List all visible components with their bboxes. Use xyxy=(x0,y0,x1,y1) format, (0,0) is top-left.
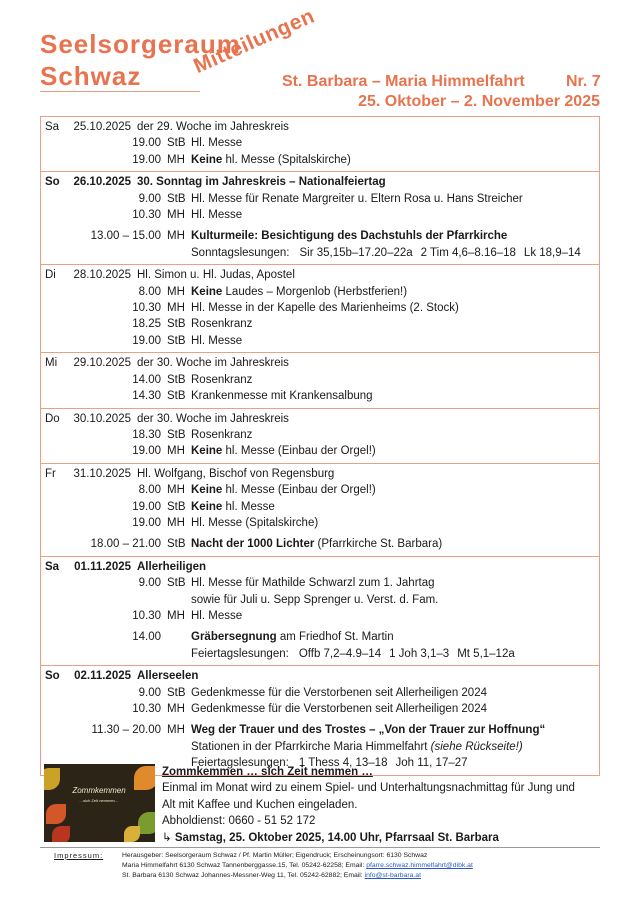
day-description: Allerheiligen xyxy=(137,560,207,573)
item-text-plain: Rosenkranz xyxy=(191,318,253,331)
brand-title-line2: Schwaz xyxy=(40,61,142,91)
schedule-item xyxy=(41,722,599,738)
item-text-plain: Hl. Messe xyxy=(191,334,243,347)
time: 10.30 xyxy=(132,703,161,715)
location: MH xyxy=(167,724,185,737)
promo-event-date: ↳ Samstag, 25. Oktober 2025, 14.00 Uhr, Pfarrsaal St. Barbara xyxy=(162,831,499,844)
item-text-bold: Gräbersegnung xyxy=(191,631,277,644)
item-text xyxy=(191,443,599,459)
time: 18.25 xyxy=(132,318,161,331)
item-text-plain: Hl. Messe xyxy=(191,137,243,150)
date: 28.10.2025 xyxy=(73,269,131,282)
email-link-barbara[interactable]: info@st-barbara.at xyxy=(364,872,421,879)
date: 29.10.2025 xyxy=(73,357,131,370)
date: 02.11.2025 xyxy=(74,670,131,683)
day-description: der 30. Woche im Jahreskreis xyxy=(137,357,289,370)
item-text-bold: Nacht der 1000 Lichter xyxy=(191,538,315,551)
item-text-plain: Rosenkranz xyxy=(191,428,253,441)
time: 14.00 xyxy=(132,631,161,644)
promo-image-card: Zommkemmen …sich Zeit nemmen… xyxy=(72,786,126,803)
location: MH xyxy=(167,230,185,243)
item-text-bold: Keine xyxy=(191,153,223,166)
item-text xyxy=(191,135,599,151)
schedule-item xyxy=(41,701,599,717)
time: 18.30 xyxy=(132,428,161,441)
location: MH xyxy=(167,445,185,458)
promo-title: Zommkemmen … sich Zeit nemmen … xyxy=(162,766,373,778)
item-text-plain: hl. Messe (Einbau der Orgel!) xyxy=(222,445,376,458)
day-description: Allerseelen xyxy=(137,670,199,683)
reading: 2 Tim 4,6–8.16–18 xyxy=(420,246,516,259)
brand-title-line1: Seelsorgeraum xyxy=(40,29,241,59)
item-text-line2: Stationen in der Pfarrkirche Maria Himmelfahrt xyxy=(191,740,431,753)
location: StB xyxy=(167,577,186,590)
time: 10.30 xyxy=(132,209,161,222)
location: StB xyxy=(167,373,186,386)
item-text-plain: (Pfarrkirche St. Barbara) xyxy=(314,538,443,551)
day-description: Hl. Simon u. Hl. Judas, Apostel xyxy=(137,269,295,282)
weekday: Fr xyxy=(45,467,56,480)
item-text-plain: Hl. Messe für Mathilde Schwarzl zum 1. Jahrtag xyxy=(191,577,435,590)
item-text-plain: Gedenkmesse für die Verstorbenen seit Allerheiligen 2024 xyxy=(191,686,487,699)
day-block xyxy=(41,117,599,172)
schedule-item xyxy=(41,191,599,207)
item-text xyxy=(191,316,599,332)
item-text-italic: (siehe Rückseite!) xyxy=(430,740,523,753)
schedule-item xyxy=(41,316,599,332)
day-header xyxy=(41,174,599,190)
promo-image xyxy=(44,764,155,842)
item-text-bold: Kulturmeile: Besichtigung des Dachstuhls der Pfarrkirche xyxy=(191,230,508,243)
location: StB xyxy=(167,137,186,150)
item-text-plain: Rosenkranz xyxy=(191,373,253,386)
promo-line1: Einmal im Monat wird zu einem Spiel- und Unterhaltungsnachmittag für Jung und xyxy=(162,782,575,795)
readings-label: Feiertagslesungen: xyxy=(191,647,289,660)
location: StB xyxy=(167,334,186,347)
schedule-item-continued xyxy=(41,592,599,608)
item-text-plain: Krankenmesse mit Krankensalbung xyxy=(191,390,373,403)
item-text-bold: Weg der Trauer und des Trostes – „Von der Trauer zur Hoffnung“ xyxy=(191,724,546,737)
readings xyxy=(41,646,599,662)
day-header xyxy=(41,466,599,482)
date: 31.10.2025 xyxy=(73,467,131,480)
weekday: Mi xyxy=(45,357,58,370)
item-text xyxy=(191,284,599,300)
item-text-continued xyxy=(191,739,599,755)
reading: Lk 18,9–14 xyxy=(523,246,581,259)
item-text xyxy=(191,515,599,531)
item-text xyxy=(191,499,599,515)
item-text-plain: Hl. Messe (Spitalskirche) xyxy=(191,516,319,529)
item-text xyxy=(191,191,599,207)
arrow-icon: ↳ xyxy=(162,831,172,844)
item-text xyxy=(191,152,599,168)
location: MH xyxy=(167,516,185,529)
schedule-item xyxy=(41,608,599,624)
schedule-item xyxy=(41,300,599,316)
day-header xyxy=(41,668,599,684)
item-text xyxy=(191,685,599,701)
day-description: der 29. Woche im Jahreskreis xyxy=(137,121,289,133)
item-text xyxy=(191,228,599,244)
email-link-himmelfahrt[interactable]: pfarre.schwaz.himmelfahrt@dibk.at xyxy=(366,862,473,869)
item-text-plain: Hl. Messe xyxy=(191,609,243,622)
impressum xyxy=(40,847,600,879)
time: 14.30 xyxy=(132,390,161,403)
item-text xyxy=(191,333,599,349)
item-text-bold: Keine xyxy=(191,285,223,298)
promo-text xyxy=(162,764,602,846)
weekday: Sa xyxy=(45,560,60,573)
item-text-continued xyxy=(191,592,599,608)
item-text xyxy=(191,482,599,498)
day-header xyxy=(41,355,599,371)
reading: Joh 11, 17–27 xyxy=(395,757,468,770)
item-text xyxy=(191,388,599,404)
item-text xyxy=(191,575,599,591)
readings-text xyxy=(191,245,599,261)
weekday: Di xyxy=(45,269,56,282)
time: 9.00 xyxy=(138,686,161,699)
time: 10.30 xyxy=(132,609,161,622)
schedule-item xyxy=(41,388,599,404)
time: 19.00 xyxy=(132,516,161,529)
time: 19.00 xyxy=(132,153,161,166)
item-text-plain: hl. Messe (Spitalskirche) xyxy=(222,153,351,166)
impressum-line1: Herausgeber: Seelsorgeraum Schwaz / Pf. Martin Müller; Eigendruck; Erscheinungsort: 6130 Schwaz xyxy=(122,852,428,859)
weekday: So xyxy=(45,670,60,683)
item-text-bold: Keine xyxy=(191,445,223,458)
promo-phone: Abholdienst: 0660 - 51 52 172 xyxy=(162,815,316,828)
item-text xyxy=(191,427,599,443)
impressum-label: Impressum: xyxy=(54,851,104,860)
item-text xyxy=(191,300,599,316)
item-text xyxy=(191,372,599,388)
day-header xyxy=(41,267,599,283)
time: 19.00 xyxy=(132,334,161,347)
schedule-table xyxy=(40,116,600,776)
item-text-plain: hl. Messe (Einbau der Orgel!) xyxy=(222,484,376,497)
schedule-item-continued xyxy=(41,739,599,755)
date: 26.10.2025 xyxy=(73,176,131,189)
readings-label: Feiertagslesungen: xyxy=(191,757,289,770)
header xyxy=(0,0,640,116)
location: MH xyxy=(167,209,185,222)
schedule-item xyxy=(41,629,599,645)
time: 19.00 xyxy=(132,445,161,458)
schedule-item xyxy=(41,499,599,515)
location: StB xyxy=(167,428,186,441)
schedule-item xyxy=(41,135,599,151)
item-text-plain: Laudes – Morgenlob (Herbstferien!) xyxy=(222,285,408,298)
location: StB xyxy=(167,318,186,331)
location: StB xyxy=(167,500,186,513)
location: MH xyxy=(167,302,185,315)
item-text-bold: Keine xyxy=(191,500,223,513)
readings-text xyxy=(191,646,599,662)
schedule-item xyxy=(41,515,599,531)
impressum-line2: Maria Himmelfahrt 6130 Schwaz Tannenberggasse.15, Tel. 05242-62258; Email: pfarre.schwaz.himmelfahrt@dibk.at xyxy=(122,862,473,869)
schedule-item xyxy=(41,575,599,591)
date: 25.10.2025 xyxy=(73,121,131,133)
readings xyxy=(41,245,599,261)
location: MH xyxy=(167,609,185,622)
schedule-item xyxy=(41,207,599,223)
weekday: Do xyxy=(45,412,60,425)
item-text-plain: hl. Messe xyxy=(222,500,275,513)
date: 01.11.2025 xyxy=(74,560,131,573)
schedule-item xyxy=(41,427,599,443)
day-block xyxy=(41,265,599,353)
time: 10.30 xyxy=(132,302,161,315)
day-header xyxy=(41,559,599,575)
promo-line2: Alt mit Kaffee und Kuchen eingeladen. xyxy=(162,798,358,811)
impressum-lines xyxy=(122,851,473,881)
item-text-plain: Hl. Messe in der Kapelle des Marienheims (2. Stock) xyxy=(191,302,459,315)
item-text-bold: Keine xyxy=(191,484,223,497)
issue-number: Nr. 7 xyxy=(566,73,601,90)
item-text-plain: Hl. Messe für Renate Margreiter u. Eltern Rosa u. Hans Streicher xyxy=(191,192,523,205)
item-text xyxy=(191,207,599,223)
day-header xyxy=(41,411,599,427)
day-description: 30. Sonntag im Jahreskreis – Nationalfeiertag xyxy=(137,176,386,189)
location: MH xyxy=(167,285,185,298)
item-text xyxy=(191,701,599,717)
schedule-item xyxy=(41,482,599,498)
schedule-item xyxy=(41,443,599,459)
schedule-item xyxy=(41,152,599,168)
item-text xyxy=(191,722,599,738)
item-text xyxy=(191,536,599,552)
day-description: Hl. Wolfgang, Bischof von Regensburg xyxy=(137,467,335,480)
location: StB xyxy=(167,390,186,403)
location: MH xyxy=(167,703,185,715)
day-block xyxy=(41,409,599,464)
reading: Mt 5,1–12a xyxy=(457,647,515,660)
day-description: der 30. Woche im Jahreskreis xyxy=(137,412,289,425)
schedule-item xyxy=(41,228,599,244)
day-block xyxy=(41,557,599,666)
location: StB xyxy=(167,538,186,551)
reading: Offb 7,2–4.9–14 xyxy=(298,647,382,660)
location: MH xyxy=(167,484,185,497)
weekday: So xyxy=(45,176,60,189)
time: 9.00 xyxy=(138,192,161,205)
schedule-item xyxy=(41,284,599,300)
item-text xyxy=(191,608,599,624)
time: 14.00 xyxy=(132,373,161,386)
item-text-line2: sowie für Juli u. Sepp Sprenger u. Verst. d. Fam. xyxy=(191,593,439,606)
location xyxy=(161,629,191,645)
mitteilungen-title: Mitteilungen xyxy=(190,4,319,79)
item-text-plain: Gedenkmesse für die Verstorbenen seit Allerheiligen 2024 xyxy=(191,703,487,715)
schedule-item xyxy=(41,333,599,349)
date-range: 25. Oktober – 2. November 2025 xyxy=(358,93,600,110)
item-text xyxy=(191,629,599,645)
schedule-item xyxy=(41,372,599,388)
location: MH xyxy=(167,153,185,166)
time: 13.00 – 15.00 xyxy=(90,230,161,243)
time: 8.00 xyxy=(138,484,161,497)
day-block xyxy=(41,464,599,557)
time: 19.00 xyxy=(132,500,161,513)
day-block xyxy=(41,353,599,408)
item-text-plain: am Friedhof St. Martin xyxy=(276,631,394,644)
schedule-item xyxy=(41,536,599,552)
day-header xyxy=(41,119,599,135)
brand-underline xyxy=(40,91,200,92)
reading: 1 Joh 3,1–3 xyxy=(389,647,450,660)
date: 30.10.2025 xyxy=(73,412,131,425)
impressum-line3: St. Barbara 6130 Schwaz Johannes-Messner-Weg 11, Tel. 05242-62882; Email: info@st-barbara.at xyxy=(122,872,421,879)
schedule-item xyxy=(41,685,599,701)
weekday: Sa xyxy=(45,121,60,133)
day-block xyxy=(41,172,599,265)
promo-section xyxy=(40,757,600,845)
reading: 1 Thess 4, 13–18 xyxy=(298,757,388,770)
time: 8.00 xyxy=(138,285,161,298)
time: 11.30 – 20.00 xyxy=(91,724,161,737)
location: StB xyxy=(167,192,186,205)
readings-label: Sonntagslesungen: xyxy=(191,246,290,259)
time: 19.00 xyxy=(132,137,161,150)
item-text-plain: Hl. Messe xyxy=(191,209,243,222)
time: 18.00 – 21.00 xyxy=(90,538,161,551)
time: 9.00 xyxy=(138,577,161,590)
reading: Sir 35,15b–17.20–22a xyxy=(299,246,413,259)
parish-name: St. Barbara – Maria Himmelfahrt xyxy=(282,73,525,90)
location: StB xyxy=(167,686,186,699)
